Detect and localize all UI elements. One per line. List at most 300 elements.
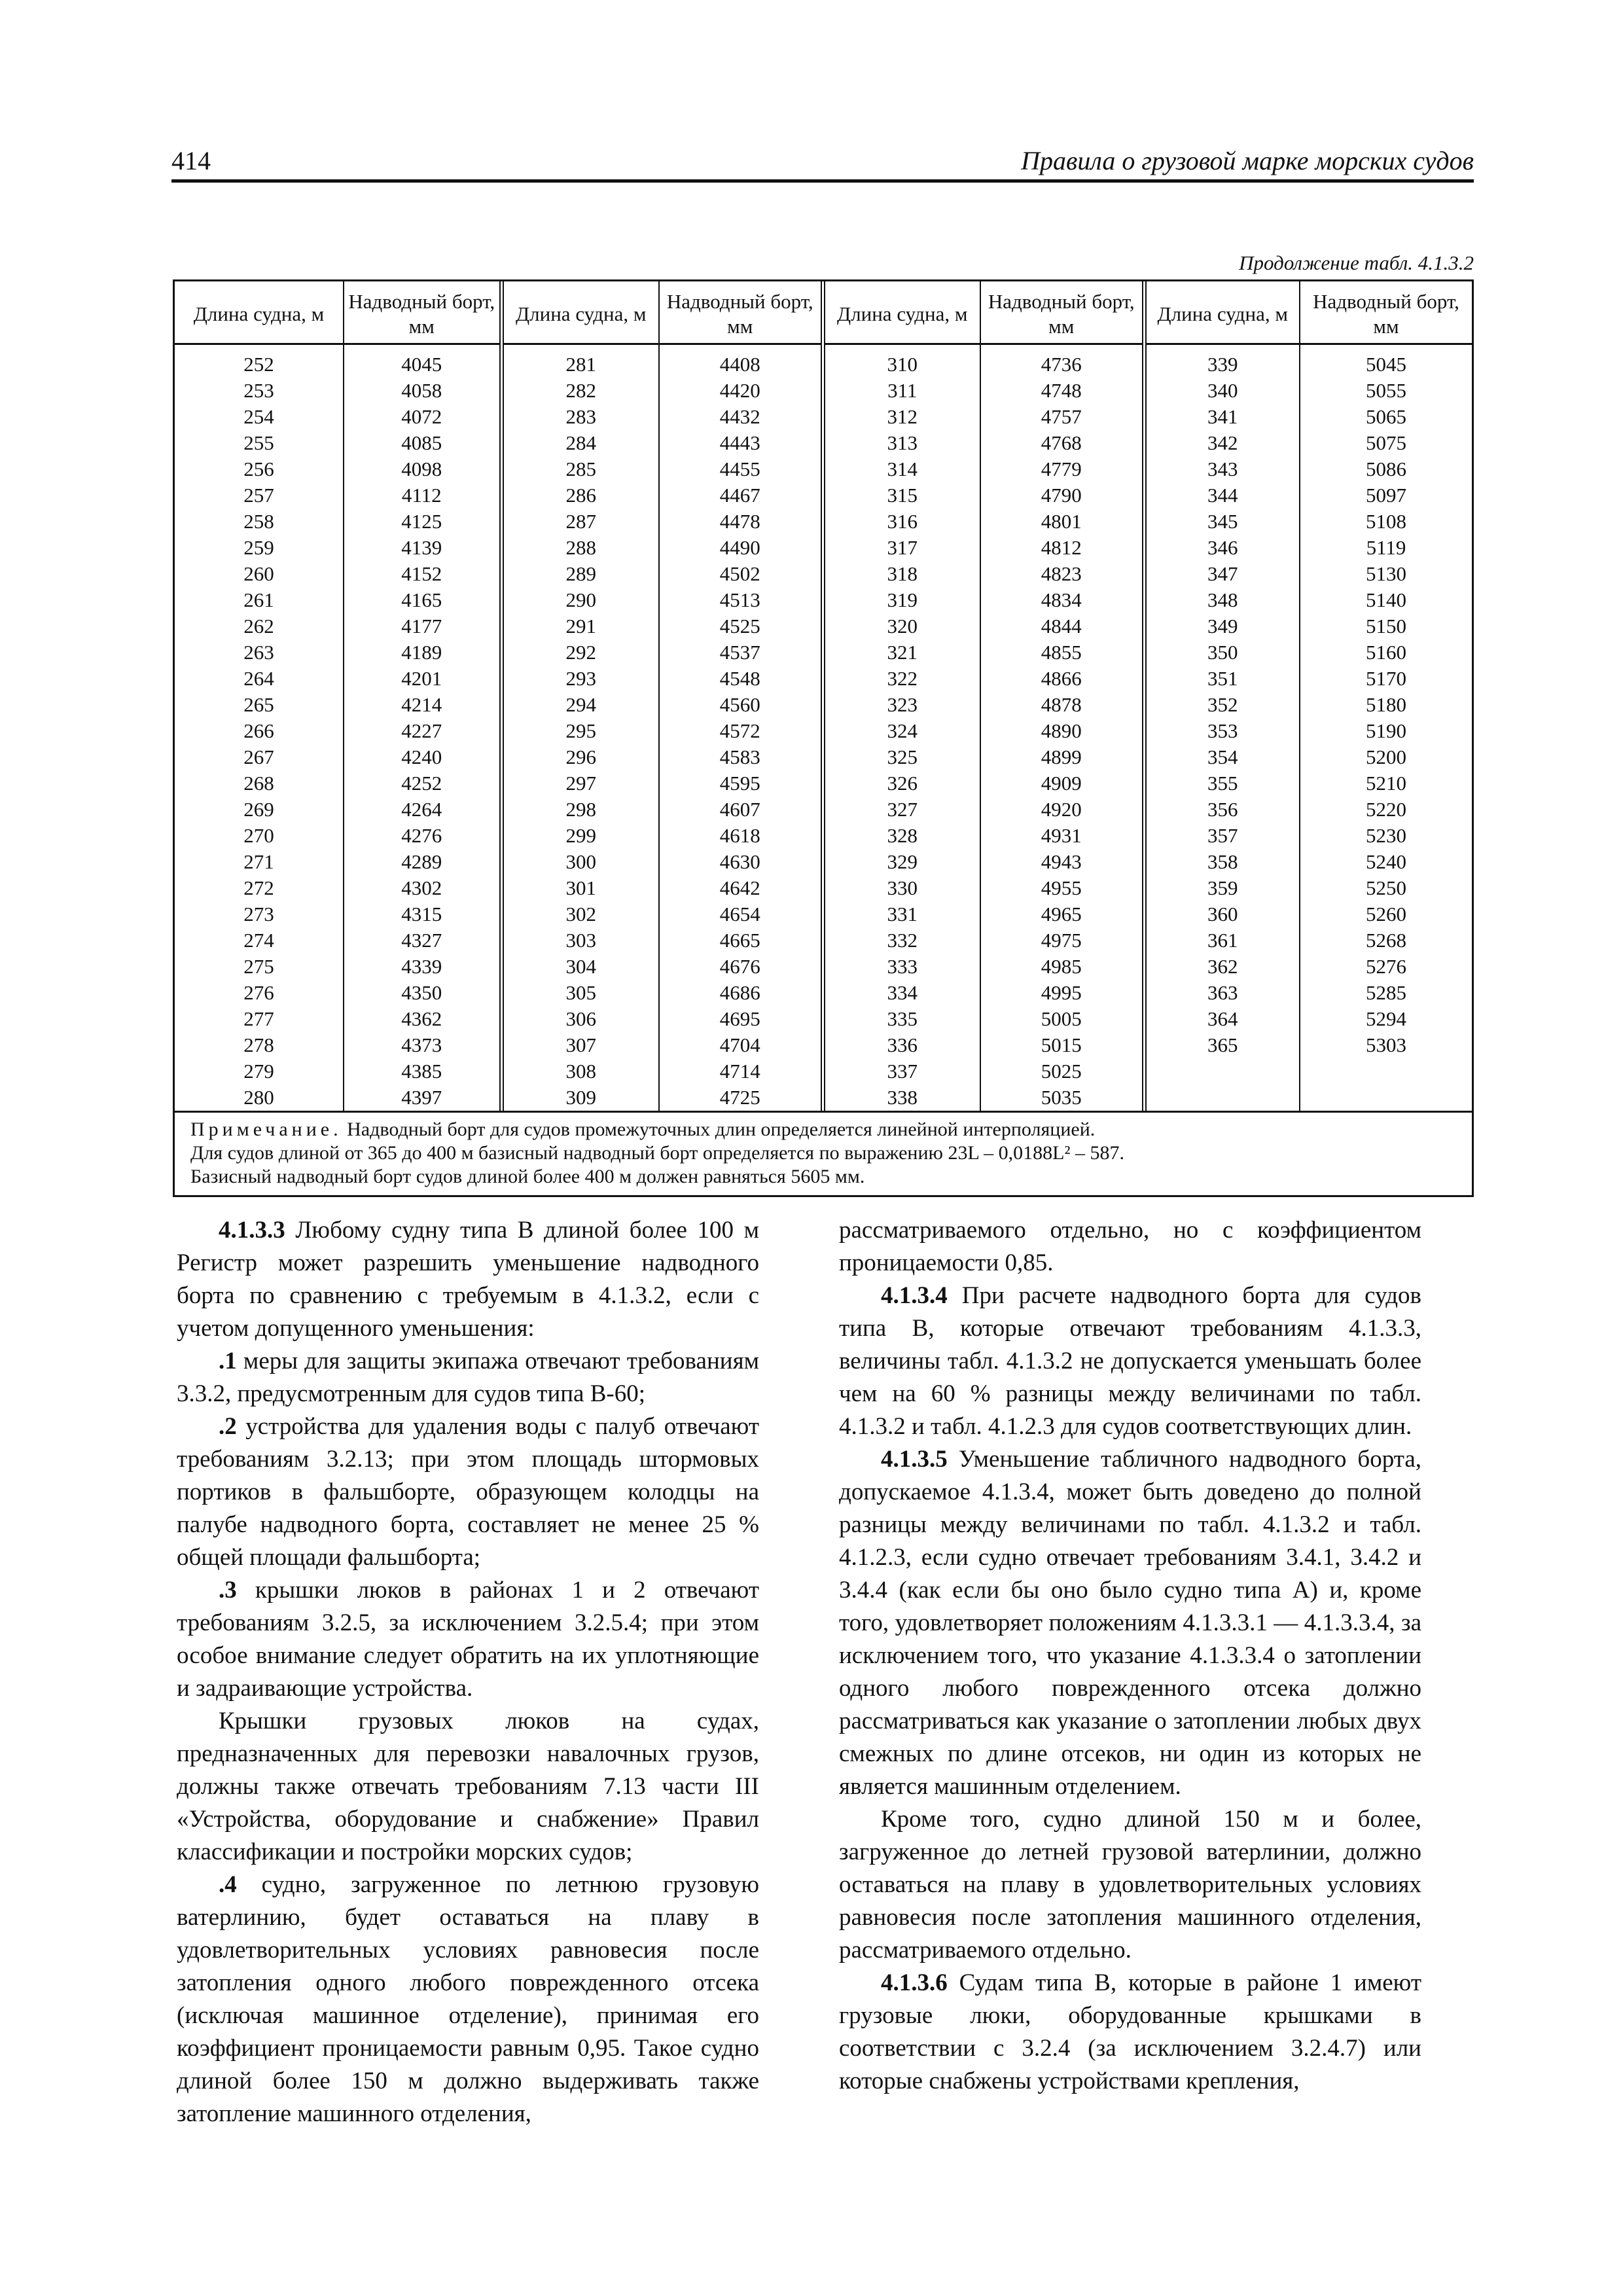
length-cell — [1144, 1058, 1300, 1085]
freeboard-cell: 4909 — [980, 770, 1144, 797]
length-cell: 357 — [1144, 823, 1300, 849]
length-cell: 337 — [823, 1058, 980, 1085]
length-cell: 353 — [1144, 718, 1300, 744]
length-cell: 343 — [1144, 456, 1300, 482]
paragraph-text: Любому судну типа В длиной более 100 м Регистр может разрешить уменьшение надводного борта по сравнению с требуемым в 4.1.3.2, если с учетом допущенного уменьшения: — [177, 1217, 759, 1342]
length-cell: 330 — [823, 875, 980, 901]
length-cell: 299 — [501, 823, 659, 849]
length-cell: 364 — [1144, 1006, 1300, 1032]
freeboard-cell: 4201 — [344, 666, 501, 692]
length-cell: 307 — [501, 1032, 659, 1058]
freeboard-cell: 5276 — [1300, 954, 1472, 980]
freeboard-cell: 4264 — [344, 797, 501, 823]
freeboard-table — [173, 279, 1474, 1197]
length-cell: 256 — [243, 457, 274, 480]
length-cell: 320 — [823, 613, 980, 639]
length-cell: 255 — [243, 431, 274, 454]
freeboard-cell: 5097 — [1300, 482, 1472, 509]
length-cell: 308 — [501, 1058, 659, 1085]
paragraph-text: При расчете надводного борта для судов типа В, которые отвечают требованиям 4.1.3.3, величины табл. 4.1.3.2 не допускается уменьшать более чем на 60 % разницы между величинами по табл. 4.1.3.2 и табл. 4.1.2.3 для судов соответствующих длин. — [839, 1282, 1421, 1440]
length-cell: 341 — [1144, 404, 1300, 430]
freeboard-cell: 5119 — [1300, 535, 1472, 561]
freeboard-cell: 5220 — [1300, 797, 1472, 823]
paragraph-text: меры для защиты экипажа отвечают требованиям 3.3.2, предусмотренным для судов типа В-60; — [177, 1348, 759, 1407]
table-note — [175, 1111, 1472, 1195]
table-row — [175, 1006, 1472, 1032]
freeboard-cell: 4125 — [344, 509, 501, 535]
length-cell: 362 — [1144, 954, 1300, 980]
freeboard-cell: 4665 — [659, 927, 823, 954]
freeboard-cell: 4214 — [344, 692, 501, 718]
length-cell: 253 — [243, 379, 274, 402]
table-row — [175, 639, 1472, 666]
freeboard-cell: 4630 — [659, 849, 823, 875]
freeboard-cell: 5200 — [1300, 744, 1472, 770]
freeboard-cell: 4177 — [344, 613, 501, 639]
freeboard-cell: 5005 — [980, 1006, 1144, 1032]
freeboard-cell: 5130 — [1300, 561, 1472, 587]
clause-number: 4.1.3.4 — [881, 1282, 948, 1309]
page-number: 414 — [171, 146, 211, 175]
length-cell: 332 — [823, 927, 980, 954]
freeboard-cell: 4801 — [980, 509, 1144, 535]
length-cell: 266 — [243, 719, 274, 742]
paragraph — [839, 1214, 1421, 1280]
length-cell: 359 — [1144, 875, 1300, 901]
freeboard-cell: 4432 — [659, 404, 823, 430]
paragraph — [839, 1803, 1421, 1967]
freeboard-cell: 5160 — [1300, 639, 1472, 666]
clause-number: 4.1.3.5 — [881, 1446, 948, 1473]
header-freeboard: Надводный борт, мм — [1300, 281, 1472, 344]
freeboard-cell: 4189 — [344, 639, 501, 666]
freeboard-cell: 4618 — [659, 823, 823, 849]
freeboard-cell: 4490 — [659, 535, 823, 561]
paragraph — [839, 1280, 1421, 1443]
freeboard-cell: 4736 — [980, 344, 1144, 378]
length-cell: 301 — [501, 875, 659, 901]
length-cell: 315 — [823, 482, 980, 509]
length-cell: 260 — [243, 562, 274, 585]
paragraph-text: Крышки грузовых люков на судах, предназначенных для перевозки навалочных грузов, должны также отвечать требованиям 7.13 части III «Устройства, оборудование и снабжение» Правил классификации и постройки морских судов; — [177, 1708, 759, 1865]
freeboard-cell: 4467 — [659, 482, 823, 509]
freeboard-cell: 4350 — [344, 980, 501, 1006]
length-cell: 272 — [243, 876, 274, 899]
length-cell: 263 — [243, 641, 274, 664]
freeboard-cell: 4327 — [344, 927, 501, 954]
freeboard-cell: 4995 — [980, 980, 1144, 1006]
freeboard-cell: 4812 — [980, 535, 1144, 561]
freeboard-cell: 5140 — [1300, 587, 1472, 613]
freeboard-cell: 5025 — [980, 1058, 1144, 1085]
table-row — [175, 849, 1472, 875]
freeboard-cell: 4920 — [980, 797, 1144, 823]
freeboard-cell: 4152 — [344, 561, 501, 587]
length-cell: 276 — [243, 981, 274, 1004]
freeboard-cell: 4045 — [344, 344, 501, 378]
freeboard-cell: 4855 — [980, 639, 1144, 666]
length-cell: 254 — [243, 405, 274, 428]
freeboard-cell: 4537 — [659, 639, 823, 666]
freeboard-cell: 4834 — [980, 587, 1144, 613]
length-cell: 317 — [823, 535, 980, 561]
freeboard-cell: 4583 — [659, 744, 823, 770]
paragraph — [177, 1869, 759, 2130]
table-row — [175, 456, 1472, 482]
freeboard-cell: 4985 — [980, 954, 1144, 980]
length-cell: 346 — [1144, 535, 1300, 561]
freeboard-cell: 4362 — [344, 1006, 501, 1032]
freeboard-cell: 4252 — [344, 770, 501, 797]
freeboard-cell: 5210 — [1300, 770, 1472, 797]
note-line-3: Базисный надводный борт судов длиной более 400 м должен равняться 5605 мм. — [190, 1166, 865, 1187]
paragraph-text: рассматриваемого отдельно, но с коэффициентом проницаемости 0,85. — [839, 1217, 1421, 1276]
length-cell: 264 — [243, 667, 274, 690]
freeboard-cell: 4315 — [344, 901, 501, 927]
table-row — [175, 744, 1472, 770]
freeboard-cell: 5045 — [1300, 344, 1472, 378]
freeboard-cell: 4098 — [344, 456, 501, 482]
freeboard-cell: 5190 — [1300, 718, 1472, 744]
table-row — [175, 1058, 1472, 1085]
freeboard-cell: 4302 — [344, 875, 501, 901]
header-freeboard: Надводный борт, мм — [344, 281, 501, 344]
length-cell: 360 — [1144, 901, 1300, 927]
table-row — [175, 587, 1472, 613]
header-length: Длина судна, м — [823, 281, 980, 344]
freeboard-cell: 4478 — [659, 509, 823, 535]
length-cell: 259 — [243, 536, 274, 559]
length-cell: 300 — [501, 849, 659, 875]
freeboard-cell: 4704 — [659, 1032, 823, 1058]
freeboard-cell: 4790 — [980, 482, 1144, 509]
length-cell: 291 — [501, 613, 659, 639]
table-row — [175, 770, 1472, 797]
table-row — [175, 901, 1472, 927]
length-cell: 297 — [501, 770, 659, 797]
length-cell: 305 — [501, 980, 659, 1006]
left-text-column — [177, 1214, 759, 2130]
note-label: Примечание. — [190, 1119, 342, 1140]
paragraph-text: Судам типа В, которые в районе 1 имеют грузовые люки, оборудованные крышками в соответствии с 3.2.4 (за исключением 3.2.4.7) или которые снабжены устройствами крепления, — [839, 1969, 1421, 2094]
length-cell: 270 — [243, 824, 274, 847]
freeboard-cell: 4931 — [980, 823, 1144, 849]
length-cell: 273 — [243, 903, 274, 925]
freeboard-cell: 5180 — [1300, 692, 1472, 718]
length-cell: 318 — [823, 561, 980, 587]
clause-number: 4.1.3.3 — [219, 1217, 285, 1244]
length-cell: 340 — [1144, 378, 1300, 404]
clause-number: .2 — [219, 1413, 237, 1440]
table-row — [175, 954, 1472, 980]
length-cell: 344 — [1144, 482, 1300, 509]
length-cell: 283 — [501, 404, 659, 430]
freeboard-cell: 4443 — [659, 430, 823, 456]
length-cell: 277 — [243, 1007, 274, 1030]
freeboard-cell: 4899 — [980, 744, 1144, 770]
length-cell: 328 — [823, 823, 980, 849]
freeboard-cell: 5170 — [1300, 666, 1472, 692]
freeboard-cell: 4686 — [659, 980, 823, 1006]
table-header-row — [175, 281, 1472, 344]
freeboard-cell: 4572 — [659, 718, 823, 744]
clause-number: .1 — [219, 1348, 237, 1374]
freeboard-cell: 5150 — [1300, 613, 1472, 639]
length-cell: 274 — [243, 929, 274, 952]
paragraph — [177, 1574, 759, 1705]
length-cell: 321 — [823, 639, 980, 666]
length-cell: 294 — [501, 692, 659, 718]
header-freeboard: Надводный борт, мм — [980, 281, 1144, 344]
length-cell: 252 — [243, 353, 274, 376]
table-row — [175, 1032, 1472, 1058]
table-row — [175, 344, 1472, 378]
length-cell: 302 — [501, 901, 659, 927]
freeboard-cell: 4695 — [659, 1006, 823, 1032]
length-cell: 261 — [243, 588, 274, 611]
table-row — [175, 509, 1472, 535]
paragraph-text: Кроме того, судно длиной 150 м и более, загруженное до летней грузовой ватерлинии, должно оставаться на плаву в удовлетворительных условиях равновесия после затопления машинного отделения, рассматриваемого отдельно. — [839, 1806, 1421, 1964]
length-cell: 262 — [243, 615, 274, 637]
table-row — [175, 613, 1472, 639]
freeboard-cell: 4943 — [980, 849, 1144, 875]
length-cell: 285 — [501, 456, 659, 482]
freeboard-cell: 5230 — [1300, 823, 1472, 849]
length-cell: 324 — [823, 718, 980, 744]
table-caption: Продолжение табл. 4.1.3.2 — [1239, 251, 1474, 274]
length-cell: 323 — [823, 692, 980, 718]
length-cell: 354 — [1144, 744, 1300, 770]
table-row — [175, 823, 1472, 849]
length-cell: 327 — [823, 797, 980, 823]
freeboard-cell: 4525 — [659, 613, 823, 639]
freeboard-cell: 4725 — [659, 1085, 823, 1111]
freeboard-cell: 4373 — [344, 1032, 501, 1058]
freeboard-cell: 4502 — [659, 561, 823, 587]
freeboard-cell: 5108 — [1300, 509, 1472, 535]
table-row — [175, 378, 1472, 404]
freeboard-cell: 4866 — [980, 666, 1144, 692]
freeboard-cell: 4058 — [344, 378, 501, 404]
length-cell: 313 — [823, 430, 980, 456]
freeboard-cell — [1300, 1085, 1472, 1111]
freeboard-cell: 5015 — [980, 1032, 1144, 1058]
length-cell: 269 — [243, 798, 274, 821]
table-row — [175, 718, 1472, 744]
freeboard-cell: 4420 — [659, 378, 823, 404]
length-cell: 279 — [243, 1060, 274, 1083]
freeboard-cell: 4642 — [659, 875, 823, 901]
freeboard-cell: 4654 — [659, 901, 823, 927]
freeboard-cell: 4339 — [344, 954, 501, 980]
freeboard-cell: 4085 — [344, 430, 501, 456]
length-cell: 365 — [1144, 1032, 1300, 1058]
length-cell — [1144, 1085, 1300, 1111]
length-cell: 310 — [823, 344, 980, 378]
clause-number: .3 — [219, 1577, 237, 1604]
right-text-column — [839, 1214, 1421, 2098]
length-cell: 316 — [823, 509, 980, 535]
freeboard-cell: 5268 — [1300, 927, 1472, 954]
length-cell: 342 — [1144, 430, 1300, 456]
length-cell: 314 — [823, 456, 980, 482]
paragraph — [177, 1410, 759, 1574]
freeboard-cell: 5035 — [980, 1085, 1144, 1111]
freeboard-cell: 5055 — [1300, 378, 1472, 404]
length-cell: 275 — [243, 955, 274, 978]
running-title: Правила о грузовой марке морских судов — [1021, 146, 1474, 175]
table-row — [175, 927, 1472, 954]
freeboard-cell: 4385 — [344, 1058, 501, 1085]
freeboard-cell: 5294 — [1300, 1006, 1472, 1032]
freeboard-cell: 4455 — [659, 456, 823, 482]
clause-number: 4.1.3.6 — [881, 1969, 948, 1996]
length-cell: 284 — [501, 430, 659, 456]
length-cell: 326 — [823, 770, 980, 797]
length-cell: 293 — [501, 666, 659, 692]
freeboard-cell: 4975 — [980, 927, 1144, 954]
freeboard-cell: 4714 — [659, 1058, 823, 1085]
length-cell: 265 — [243, 693, 274, 716]
paragraph-text: судно, загруженное по летнюю грузовую ватерлинию, будет оставаться на плаву в удовлетворительных условиях равновесия после затопления одного любого поврежденного отсека (исключая машинное отделение), принимая его коэффициент проницаемости равным 0,95. Такое судно длиной более 150 м должно выдерживать также затопление машинного отделения, — [177, 1871, 759, 2127]
length-cell: 325 — [823, 744, 980, 770]
freeboard-cell: 4844 — [980, 613, 1144, 639]
note-line-2: Для судов длиной от 365 до 400 м базисный надводный борт определяется по выражению 23L – 0,0188L² – 587. — [190, 1142, 1124, 1164]
freeboard-cell: 4676 — [659, 954, 823, 980]
freeboard-cell: 4560 — [659, 692, 823, 718]
length-cell: 352 — [1144, 692, 1300, 718]
length-cell: 286 — [501, 482, 659, 509]
length-cell: 311 — [823, 378, 980, 404]
length-cell: 298 — [501, 797, 659, 823]
freeboard-cell: 4165 — [344, 587, 501, 613]
freeboard-cell: 4823 — [980, 561, 1144, 587]
length-cell: 319 — [823, 587, 980, 613]
header-length: Длина судна, м — [175, 281, 344, 344]
freeboard-cell: 4408 — [659, 344, 823, 378]
paragraph-text: Уменьшение табличного надводного борта, допускаемое 4.1.3.4, может быть доведено до полной разницы между величинами по табл. 4.1.3.2 и табл. 4.1.2.3, если судно отвечает требованиям 3.4.1, 3.4.2 и 3.4.4 (как если бы оно было судно типа А) и, кроме того, удовлетворяет положениям 4.1.3.3.1 — 4.1.3.3.4, за исключением того, что указание 4.1.3.3.4 о затоплении одного любого поврежденного отсека должно рассматриваться как указание о затоплении любых двух смежных по длине отсеков, ни один из которых не является машинным отделением. — [839, 1446, 1421, 1800]
paragraph-text: устройства для удаления воды с палуб отвечают требованиям 3.2.13; при этом площадь штормовых портиков в фальшборте, образующем колодцы на палубе надводного борта, составляет не менее 25 % общей площади фальшборта; — [177, 1413, 759, 1571]
freeboard-cell: 5285 — [1300, 980, 1472, 1006]
freeboard-cell: 5240 — [1300, 849, 1472, 875]
table-row — [175, 404, 1472, 430]
paragraph — [177, 1705, 759, 1869]
length-cell: 290 — [501, 587, 659, 613]
length-cell: 338 — [823, 1085, 980, 1111]
length-cell: 345 — [1144, 509, 1300, 535]
length-cell: 292 — [501, 639, 659, 666]
freeboard-cell: 4779 — [980, 456, 1144, 482]
freeboard-cell: 4072 — [344, 404, 501, 430]
freeboard-cell: 4397 — [344, 1085, 501, 1111]
length-cell: 331 — [823, 901, 980, 927]
length-cell: 312 — [823, 404, 980, 430]
length-cell: 349 — [1144, 613, 1300, 639]
freeboard-cell: 4595 — [659, 770, 823, 797]
length-cell: 258 — [243, 510, 274, 533]
length-cell: 339 — [1144, 344, 1300, 378]
table-body — [175, 344, 1472, 1111]
length-cell: 329 — [823, 849, 980, 875]
length-cell: 304 — [501, 954, 659, 980]
length-cell: 296 — [501, 744, 659, 770]
freeboard-cell: 4289 — [344, 849, 501, 875]
length-cell: 333 — [823, 954, 980, 980]
clause-number: .4 — [219, 1871, 237, 1898]
freeboard-cell: 5303 — [1300, 1032, 1472, 1058]
table-row — [175, 561, 1472, 587]
length-cell: 306 — [501, 1006, 659, 1032]
table-row — [175, 980, 1472, 1006]
freeboard-cell: 4607 — [659, 797, 823, 823]
table-row — [175, 692, 1472, 718]
header-length: Длина судна, м — [501, 281, 659, 344]
length-cell: 361 — [1144, 927, 1300, 954]
freeboard-cell — [1300, 1058, 1472, 1085]
length-cell: 347 — [1144, 561, 1300, 587]
page-header — [171, 143, 1474, 183]
freeboard-cell: 4965 — [980, 901, 1144, 927]
length-cell: 282 — [501, 378, 659, 404]
freeboard-cell: 4890 — [980, 718, 1144, 744]
length-cell: 363 — [1144, 980, 1300, 1006]
note-line-1: Надводный борт для судов промежуточных длин определяется линейной интерполяцией. — [342, 1119, 1096, 1140]
table-row — [175, 797, 1472, 823]
length-cell: 335 — [823, 1006, 980, 1032]
length-cell: 289 — [501, 561, 659, 587]
paragraph — [177, 1214, 759, 1345]
table-row — [175, 430, 1472, 456]
length-cell: 280 — [243, 1086, 274, 1109]
freeboard-cell: 5250 — [1300, 875, 1472, 901]
freeboard-cell: 4748 — [980, 378, 1144, 404]
length-cell: 336 — [823, 1032, 980, 1058]
table-row — [175, 535, 1472, 561]
freeboard-cell: 5065 — [1300, 404, 1472, 430]
table-row — [175, 875, 1472, 901]
paragraph — [177, 1345, 759, 1410]
header-freeboard: Надводный борт, мм — [659, 281, 823, 344]
freeboard-cell: 4227 — [344, 718, 501, 744]
freeboard-cell: 4757 — [980, 404, 1144, 430]
freeboard-cell: 4513 — [659, 587, 823, 613]
length-cell: 351 — [1144, 666, 1300, 692]
length-cell: 356 — [1144, 797, 1300, 823]
length-cell: 268 — [243, 772, 274, 795]
length-cell: 303 — [501, 927, 659, 954]
table-row — [175, 482, 1472, 509]
freeboard-cell: 4112 — [344, 482, 501, 509]
length-cell: 288 — [501, 535, 659, 561]
length-cell: 287 — [501, 509, 659, 535]
freeboard-cell: 4548 — [659, 666, 823, 692]
length-cell: 355 — [1144, 770, 1300, 797]
freeboard-cell: 4878 — [980, 692, 1144, 718]
paragraph-text: крышки люков в районах 1 и 2 отвечают требованиям 3.2.5, за исключением 3.2.5.4; при этом особое внимание следует обратить на их уплотняющие и задраивающие устройства. — [177, 1577, 759, 1702]
freeboard-cell: 4276 — [344, 823, 501, 849]
length-cell: 334 — [823, 980, 980, 1006]
length-cell: 350 — [1144, 639, 1300, 666]
header-length: Длина судна, м — [1144, 281, 1300, 344]
length-cell: 295 — [501, 718, 659, 744]
length-cell: 281 — [501, 344, 659, 378]
paragraph — [839, 1443, 1421, 1803]
table-row — [175, 666, 1472, 692]
freeboard-cell: 4955 — [980, 875, 1144, 901]
table-row — [175, 1085, 1472, 1111]
freeboard-cell: 4768 — [980, 430, 1144, 456]
length-cell: 257 — [243, 484, 274, 507]
